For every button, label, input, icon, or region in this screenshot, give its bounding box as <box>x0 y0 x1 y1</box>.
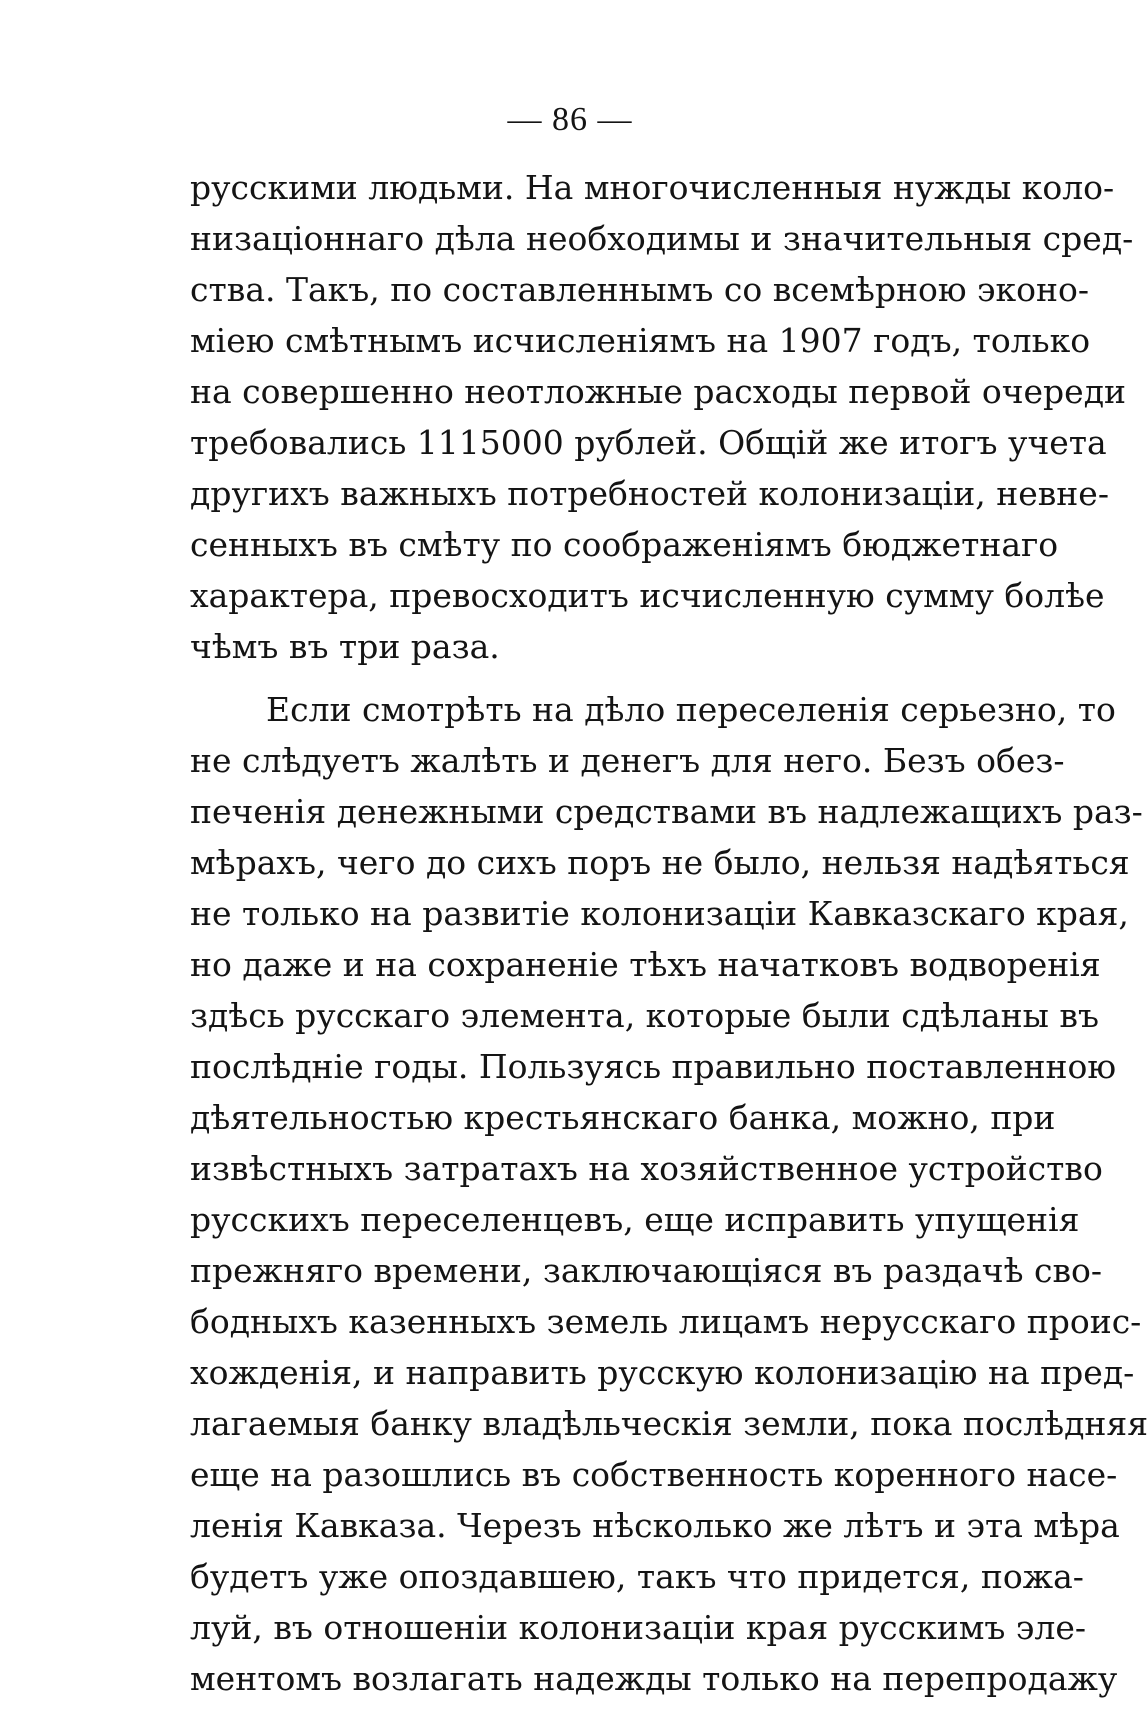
text-line: чѣмъ въ три раза. <box>190 627 500 666</box>
text-line: извѣстныхъ затратахъ на хозяйственное устройство <box>190 1149 1103 1188</box>
text-line: прежняго времени, заключающіяся въ раздачѣ сво- <box>190 1251 1103 1290</box>
text-line: не слѣдуетъ жалѣть и денегъ для него. Безъ обез- <box>190 741 1065 780</box>
paragraph-2 <box>190 684 1148 1704</box>
text-line: сенныхъ въ смѣту по соображеніямъ бюджетнаго <box>190 525 1059 564</box>
paragraph-1 <box>190 162 1134 672</box>
body-text <box>190 162 1148 1704</box>
text-line: не только на развитіе колонизаціи Кавказскаго края, <box>190 894 1129 933</box>
text-line: бодныхъ казенныхъ земель лицамъ нерусскаго проис- <box>190 1302 1142 1341</box>
text-line: будетъ уже опоздавшею, такъ что придется, пожа- <box>190 1557 1084 1596</box>
text-line: характера, превосходитъ исчисленную сумму болѣе <box>190 576 1105 615</box>
text-line: лагаемыя банку владѣльческія земли, пока послѣдняя <box>190 1404 1148 1443</box>
text-line: еще на разошлись въ собственность коренного насе- <box>190 1455 1118 1494</box>
text-line: луй, въ отношеніи колонизаціи края русскимъ эле- <box>190 1608 1087 1647</box>
text-line: ства. Такъ, по составленнымъ со всемѣрною эконо- <box>190 270 1090 309</box>
text-line: но даже и на сохраненіе тѣхъ начатковъ водворенія <box>190 945 1101 984</box>
text-line: на совершенно неотложные расходы первой очереди <box>190 372 1127 411</box>
text-line: Если смотрѣть на дѣло переселенія серьезно, то <box>266 690 1116 729</box>
text-line: печенія денежными средствами въ надлежащихъ раз- <box>190 792 1143 831</box>
text-line: послѣдніе годы. Пользуясь правильно поставленною <box>190 1047 1117 1086</box>
text-line: низаціоннаго дѣла необходимы и значительныя сред- <box>190 219 1134 258</box>
text-line: требовались 1115000 рублей. Общій же итогъ учета <box>190 423 1107 462</box>
text-line: русскихъ переселенцевъ, еще исправить упущенія <box>190 1200 1080 1239</box>
page-number: — 86 — <box>507 101 633 138</box>
text-line: русскими людьми. На многочисленныя нужды коло- <box>190 168 1115 207</box>
text-line: хожденія, и направить русскую колонизацію на пред- <box>190 1353 1135 1392</box>
text-line: другихъ важныхъ потребностей колонизаціи, невне- <box>190 474 1109 513</box>
text-line: дѣятельностью крестьянскаго банка, можно, при <box>190 1098 1056 1137</box>
text-line: міею смѣтнымъ исчисленіямъ на 1907 годъ, только <box>190 321 1091 360</box>
text-line: ментомъ возлагать надежды только на перепродажу <box>190 1659 1118 1698</box>
text-line: ленія Кавказа. Черезъ нѣсколько же лѣтъ и эта мѣра <box>190 1506 1120 1545</box>
text-line: здѣсь русскаго элемента, которые были сдѣланы въ <box>190 996 1099 1035</box>
text-line: мѣрахъ, чего до сихъ поръ не было, нельзя надѣяться <box>190 843 1130 882</box>
